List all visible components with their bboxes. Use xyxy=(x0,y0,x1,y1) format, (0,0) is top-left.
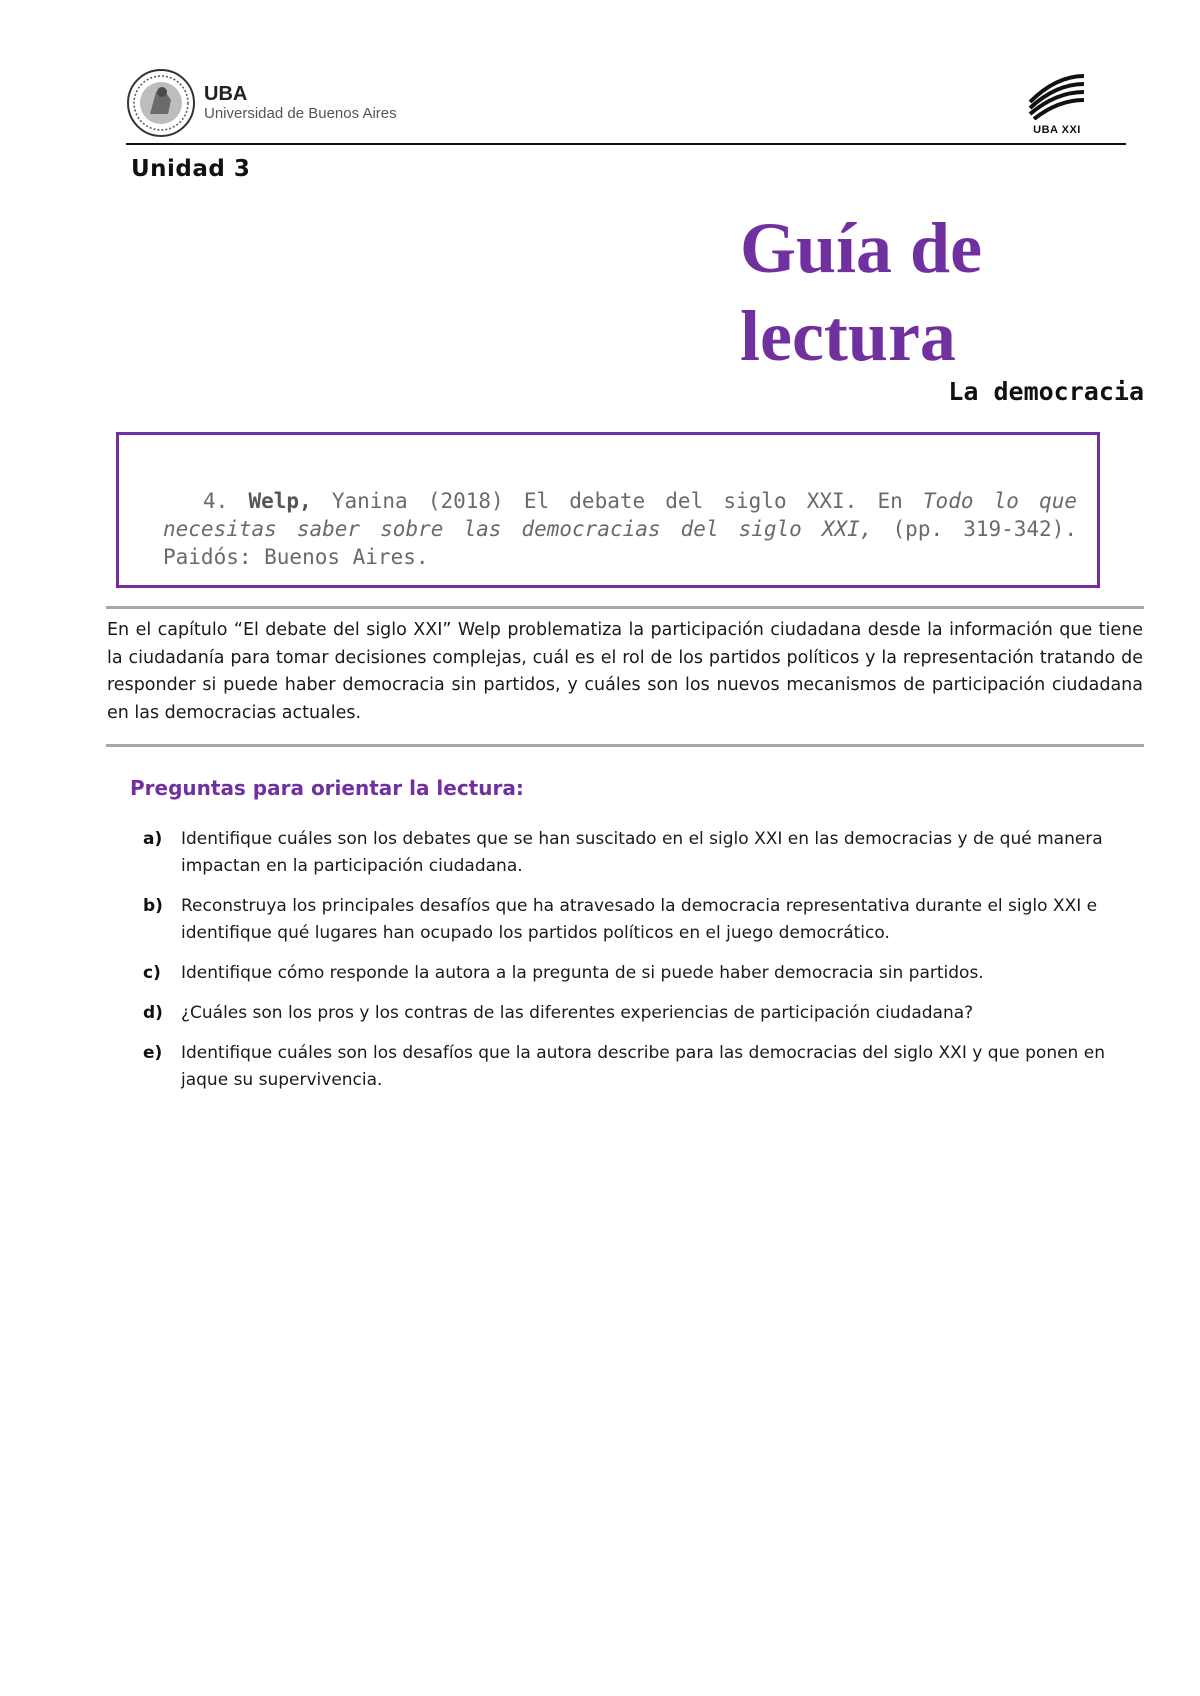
intro-paragraph: En el capítulo “El debate del siglo XXI” Welp problematiza la participación ciudadana desde la información que tiene la ciudadanía para tomar decisiones complejas, cuál es el rol de los partidos políticos y la representación tratando de responder si puede haber democracia sin partidos, y cuáles son los nuevos mecanismos de participación ciudadana en las democracias actuales. xyxy=(107,620,1143,723)
reference-number: 4. xyxy=(203,489,229,513)
question-item xyxy=(143,893,1143,947)
reference-citation xyxy=(163,487,1077,571)
question-item xyxy=(143,1040,1143,1094)
guide-title-line2: lectura xyxy=(740,296,956,376)
question-text: Identifique cuáles son los debates que se han suscitado en el siglo XXI en las democracias y de qué manera impactan en la participación ciudadana. xyxy=(181,829,1103,876)
reference-box xyxy=(116,432,1100,588)
reference-book-title: Todo lo que necesitas saber sobre las democracias del siglo XXI, xyxy=(163,489,1077,541)
reference-details: Yanina (2018) El debate del siglo XXI. En xyxy=(311,489,923,513)
intro-top-divider xyxy=(106,606,1144,609)
question-item xyxy=(143,826,1143,880)
uba-logo-short: UBA xyxy=(204,83,248,105)
questions-list xyxy=(143,826,1143,1107)
unit-label: Unidad 3 xyxy=(131,156,251,182)
question-text: ¿Cuáles son los pros y los contras de las diferentes experiencias de participación ciudadana? xyxy=(181,1003,974,1023)
question-text: Reconstruya los principales desafíos que ha atravesado la democracia representativa durante el siglo XXI e identifique qué lugares han ocupado los partidos políticos en el juego democrático. xyxy=(181,896,1098,943)
question-item xyxy=(143,960,1143,987)
topic-subtitle: La democracia xyxy=(948,377,1144,406)
page-header xyxy=(126,68,1126,144)
question-letter: d) xyxy=(143,1003,163,1023)
guide-title-line1: Guía de xyxy=(740,208,983,288)
university-seal-icon xyxy=(126,68,196,138)
questions-heading: Preguntas para orientar la lectura: xyxy=(130,776,524,800)
header-divider xyxy=(126,143,1126,145)
question-letter: e) xyxy=(143,1043,163,1063)
guide-title xyxy=(740,204,1160,380)
intro-bottom-divider xyxy=(106,744,1144,747)
uba-xxi-logo xyxy=(1024,72,1090,140)
question-letter: a) xyxy=(143,829,163,849)
reference-publisher: (pp. 319-342). Paidós: Buenos Aires. xyxy=(163,517,1077,569)
question-text: Identifique cuáles son los desafíos que la autora describe para las democracias del siglo XXI y que ponen en jaque su supervivencia. xyxy=(181,1043,1105,1090)
question-letter: c) xyxy=(143,963,161,983)
reference-author: Welp, xyxy=(248,489,312,513)
uba-xxi-label: UBA XXI xyxy=(1033,124,1081,136)
uba-logo-long: Universidad de Buenos Aires xyxy=(204,105,397,122)
uba-logo xyxy=(126,68,397,138)
uba-xxi-swoosh-icon xyxy=(1026,72,1088,120)
question-letter: b) xyxy=(143,896,163,916)
question-text: Identifique cómo responde la autora a la pregunta de si puede haber democracia sin partidos. xyxy=(181,963,984,983)
question-item xyxy=(143,1000,1143,1027)
